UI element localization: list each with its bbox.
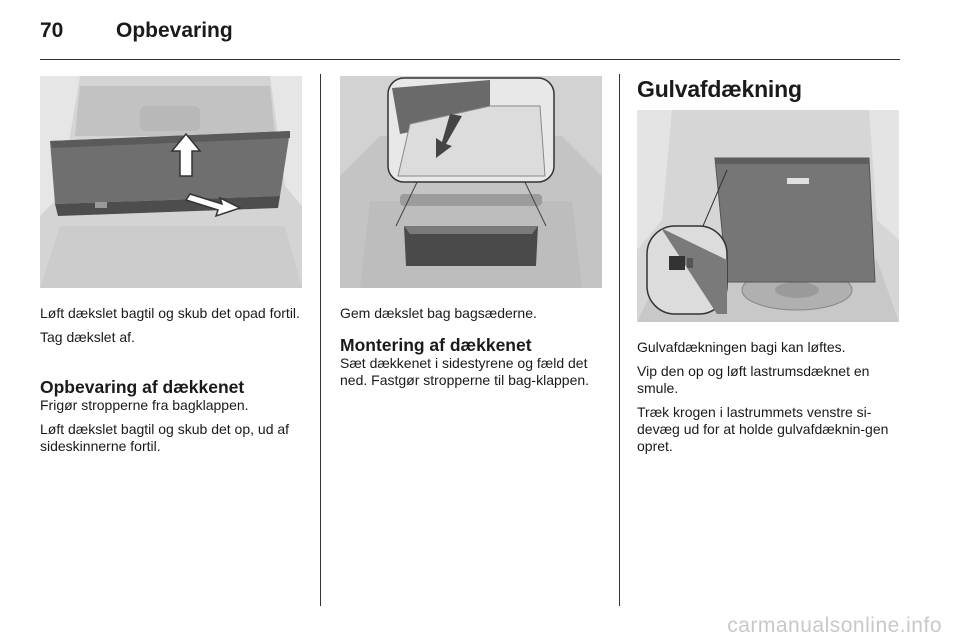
col1-caption-2: Tag dækslet af. — [40, 329, 135, 345]
page-title: Opbevaring — [116, 19, 233, 42]
col2-caption-1: Gem dækslet bag bagsæderne. — [340, 305, 537, 321]
figure-cargo-cover-lift — [40, 76, 302, 288]
header-rule — [40, 59, 900, 60]
col1-section — [40, 378, 305, 462]
col1-caption-1: Løft dækslet bagtil og skub det opad fortil. — [40, 305, 300, 321]
floor-cover-raised-illustration — [637, 110, 899, 322]
figure-floor-cover-raised — [637, 110, 899, 322]
col3-heading: Gulvafdækning — [637, 76, 802, 102]
col1-para-2: Løft dækslet bagtil og skub det op, ud af sideskinnerne fortil. — [40, 421, 290, 454]
col3-section — [637, 339, 902, 462]
page-number: 70 — [40, 19, 64, 42]
figure-cover-behind-seats — [340, 76, 602, 288]
col1-para-1: Frigør stropperne fra bagklappen. — [40, 397, 249, 413]
col2-section — [340, 336, 605, 396]
column-divider-1 — [320, 74, 321, 606]
col3-para-2: Vip den op og løft lastrumsdæknet en smule. — [637, 363, 870, 396]
col2-heading: Montering af dækkenet — [340, 335, 532, 355]
col2-para-1: Sæt dækkenet i sidestyrene og fæld det ned. Fastgør stropperne til bag-klappen. — [340, 355, 590, 388]
cover-behind-seats-illustration — [340, 76, 602, 288]
col3-para-1: Gulvafdækningen bagi kan løftes. — [637, 339, 846, 355]
column-divider-2 — [619, 74, 620, 606]
col1-caption-block — [40, 305, 305, 353]
col2-caption-block — [340, 305, 605, 329]
watermark: carmanualsonline.info — [727, 614, 942, 637]
col3-para-3: Træk krogen i lastrummets venstre si-devæg ud for at holde gulvafdæknin-gen opret. — [637, 404, 889, 454]
cargo-cover-lift-illustration — [40, 76, 302, 288]
col1-heading: Opbevaring af dækkenet — [40, 377, 245, 397]
